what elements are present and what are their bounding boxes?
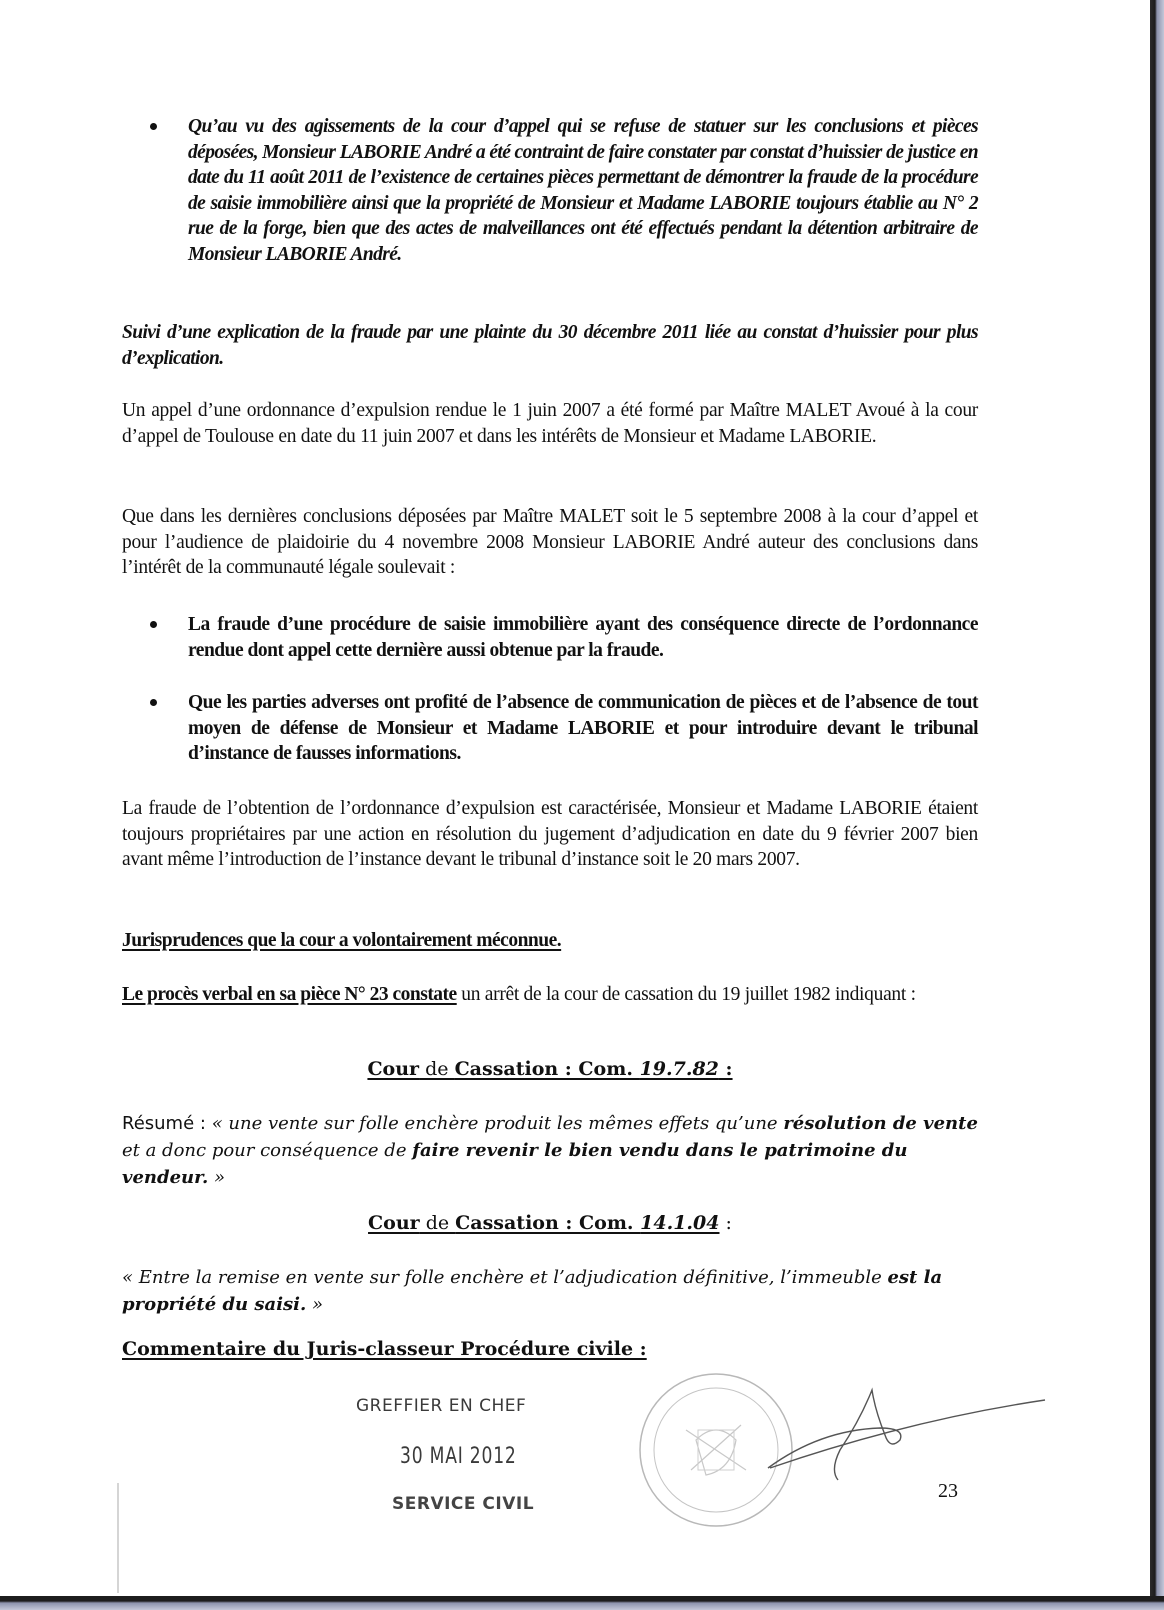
quote-text: Entre la remise en vente sur folle enchère et l’adjudication définitive, l’immeuble bbox=[138, 1267, 888, 1288]
cassation-label: Cassation : Com. bbox=[455, 1212, 641, 1234]
cassation-de: de bbox=[419, 1212, 456, 1234]
bullet-item-parties-adverses bbox=[150, 690, 978, 767]
stamp-date: 30 MAI 2012 bbox=[400, 1444, 517, 1469]
resume-paragraph: Résumé : « une vente sur folle enchère produit les mêmes effets qu’une résolution de vente et a donc pour conséquence de faire revenir le bien vendu dans le patrimoine du vendeur. » bbox=[122, 1113, 978, 1188]
cassation-heading-1 bbox=[122, 1058, 978, 1080]
page-number: 23 bbox=[938, 1480, 958, 1502]
resume-emphasis-2: faire revenir le bien vendu dans le patrimoine du vendeur. bbox=[122, 1140, 908, 1188]
bullet-icon bbox=[150, 123, 157, 130]
cassation-de: de bbox=[419, 1058, 455, 1080]
paragraph-proces-verbal bbox=[122, 982, 978, 1008]
resume-text-1: une vente sur folle enchère produit les mêmes effets qu’une bbox=[228, 1113, 784, 1134]
section-heading: Jurisprudences que la cour a volontairement méconnue. bbox=[122, 930, 562, 951]
resume-text-2: et a donc pour conséquence de bbox=[122, 1140, 413, 1161]
quote-paragraph: « Entre la remise en vente sur folle enchère et l’adjudication définitive, l’immeuble est la propriété du saisi. » bbox=[122, 1267, 943, 1315]
bullet-icon bbox=[150, 621, 157, 628]
cassation-label: Cassation : Com. bbox=[454, 1058, 640, 1080]
paragraph-appel: Un appel d’une ordonnance d’expulsion rendue le 1 juin 2007 a été formé par Maître MALET Avoué à la cour d’appel de Toulouse en date du 11 juin 2007 et dans les intérêts de Monsieur et Madame LABORIE. bbox=[122, 400, 978, 447]
bullet-icon bbox=[150, 699, 157, 706]
paragraph-fraude: La fraude de l’obtention de l’ordonnance d’expulsion est caractérisée, Monsieur et Madame LABORIE étaient toujours propriétaires par une action en résolution du jugement d’adjudication en date du 9 février 2007 bien avant même l’introduction de l’instance devant le tribunal d’instance soit le 20 mars 2007. bbox=[122, 798, 978, 870]
proces-verbal-reference: Le procès verbal en sa pièce N° 23 constate bbox=[122, 984, 457, 1005]
resume-label: Résumé : bbox=[122, 1113, 212, 1134]
page-frame-right bbox=[1150, 0, 1164, 1610]
bullet-text: Qu’au vu des agissements de la cour d’appel qui se refuse de statuer sur les conclusions et pièces déposées, Monsieur LABORIE André a été contraint de faire constater par constat d’huissier de justice en date du 11 août 2011 de l’existence de certaines pièces permettant de démontrer la fraude de la procédure de saisie immobilière ainsi que la propriété de Monsieur et Madame LABORIE toujours établie au N° 2 rue de la forge, bien que des actes de malveillances ont été effectués pendant la détention arbitraire de Monsieur LABORIE André. bbox=[188, 116, 978, 265]
signature-icon bbox=[760, 1380, 1050, 1490]
cassation-colon: : bbox=[719, 1212, 732, 1234]
cassation-heading-2 bbox=[122, 1212, 978, 1234]
suivi-paragraph: Suivi d’une explication de la fraude par une plainte du 30 décembre 2011 liée au constat d’huissier pour plus d’explication. bbox=[122, 322, 978, 369]
cassation-date: 19.7.82 bbox=[639, 1058, 719, 1080]
page-frame-bottom bbox=[0, 1596, 1164, 1610]
cassation-cour: Cour bbox=[368, 1212, 420, 1234]
commentaire-heading: Commentaire du Juris-classeur Procédure civile : bbox=[122, 1338, 647, 1360]
proces-verbal-rest: un arrêt de la cour de cassation du 19 juillet 1982 indiquant : bbox=[456, 984, 916, 1005]
stamp-greffier: GREFFIER EN CHEF bbox=[356, 1396, 527, 1416]
cassation-date: 14.1.04 bbox=[640, 1212, 720, 1234]
stamp-service: SERVICE CIVIL bbox=[392, 1494, 535, 1514]
bullet-item-fraude bbox=[150, 612, 978, 663]
cassation-cour: Cour bbox=[367, 1058, 420, 1080]
quote-emphasis: est la propriété du saisi. bbox=[122, 1267, 943, 1315]
resume-emphasis-1: résolution de vente bbox=[783, 1113, 978, 1134]
cassation-colon: : bbox=[718, 1058, 733, 1080]
paragraph-conclusions: Que dans les dernières conclusions déposées par Maître MALET soit le 5 septembre 2008 à la cour d’appel et pour l’audience de plaidoirie du 4 novembre 2008 Monsieur LABORIE André auteur des conclusions dans l’intérêt de la communauté légale soulevait : bbox=[122, 506, 978, 578]
bullet-text: Que les parties adverses ont profité de l’absence de communication de pièces et de l’absence de tout moyen de défense de Monsieur et Madame LABORIE et pour introduire devant le tribunal d’instance de fausses informations. bbox=[188, 692, 978, 764]
bullet-text: La fraude d’une procédure de saisie immobilière ayant des conséquence directe de l’ordonnance rendue dont appel cette dernière aussi obtenue par la fraude. bbox=[188, 614, 978, 661]
bullet-item-agissements bbox=[150, 114, 978, 267]
scan-artifact-line bbox=[117, 1483, 119, 1593]
